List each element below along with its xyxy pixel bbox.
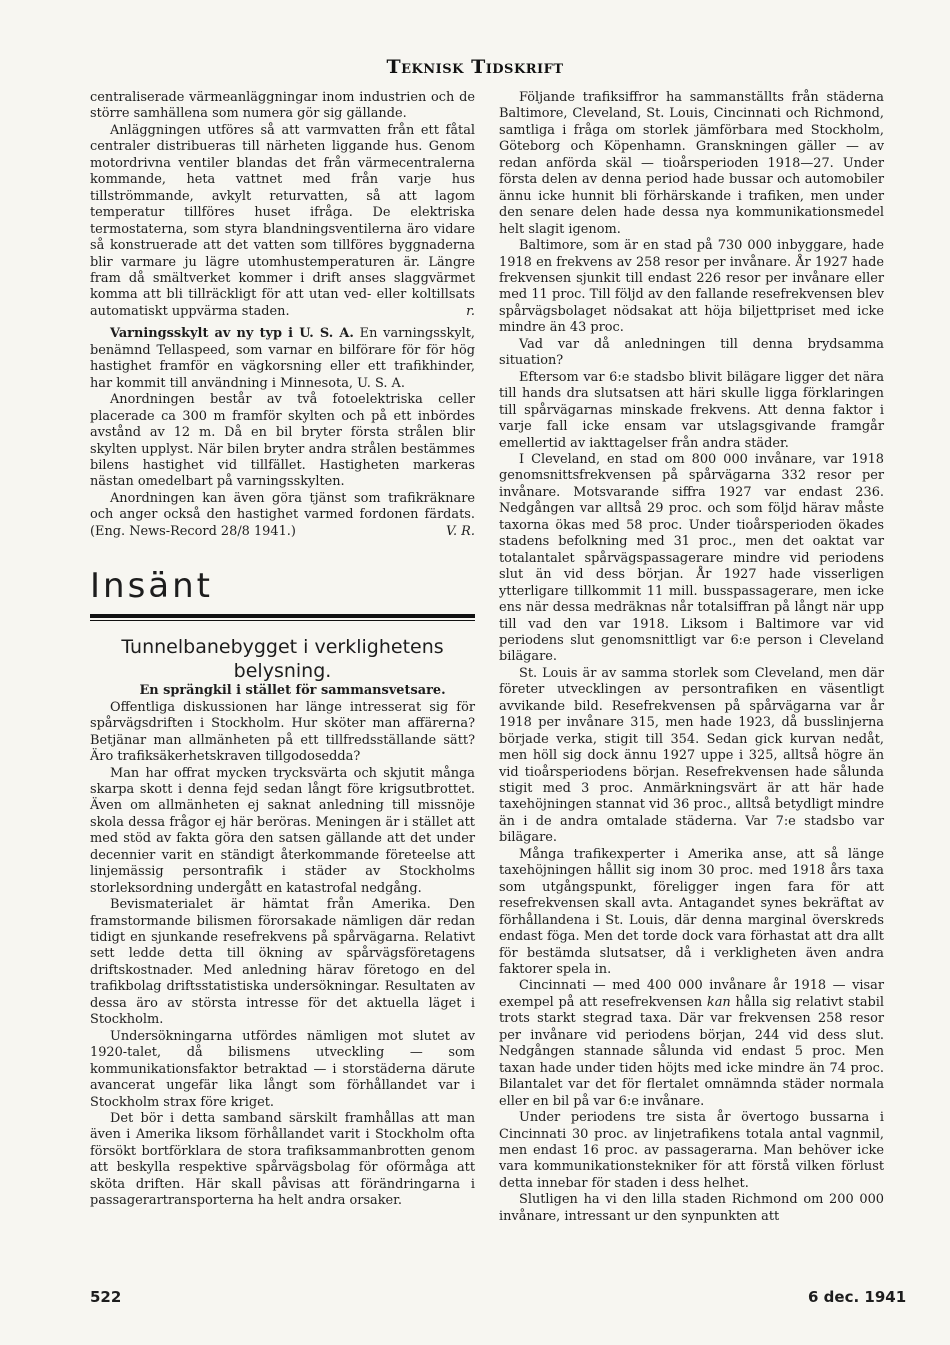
paragraph: Eftersom var 6:e stadsbo blivit bilägare ligger det nära till hands dra slutsatsen att häri skulle ligga förklaringen till spårvägarnas minskade frekvens. Att denna faktor i varje fall icke ensam var utslagsgivande framgår emellertid av iakttagelser från andra städer. (499, 369, 884, 451)
paragraph-text: Anordningen kan även göra tjänst som trafikräknare och anger också den hastighet varmed fordonen färdats. (Eng. News-Record 28/8 1941.) (90, 490, 475, 539)
issue-date: 6 dec. 1941 (808, 1288, 907, 1306)
paragraph (90, 123, 475, 320)
paragraph: Många trafikexperter i Amerika anse, att så länge taxehöjningen hållit sig inom 30 proc. med 1918 års taxa som utgångspunkt, föreligger ingen fara för att resefrekvensen skall avta. Antagandet synes bekräftat av förhållandena i St. Louis, där denna marginal överskreds endast föga. Men det torde dock vara förhastat att dra allt för bestämda slutsatser, då i verkligheten även andra faktorer spela in. (499, 846, 884, 978)
paragraph: Baltimore, som är en stad på 730 000 inbyggare, hade 1918 en frekvens av 258 resor per invånare. År 1927 hade frekvensen sjunkit till endast 226 resor per invånare eller med 11 proc. Till följd av den fallande resefrekvensen blev spårvägsbolaget nödsakat att höja biljettpriset med icke mindre än 43 proc. (499, 238, 884, 336)
paragraph: Det bör i detta samband särskilt framhållas att man även i Amerika liksom förhållandet varit i Stockholm ofta försökt bortförklara de stora trafiksammanbrotten genom att beskylla respektive spårvägsbolag för oförmåga att sköta driften. Här skall påvisas att förändringarna i passagerartransporterna ha helt andra orsaker. (90, 1111, 475, 1209)
author-signature: V. R. (445, 523, 475, 539)
paragraph: Offentliga diskussionen har länge intresserat sig för spårvägsdriften i Stockholm. Hur sköter man affärerna? Betjänar man allmänheten på ett tillfredsställande sätt? Äro trafiksäkerhetskraven tillgodosedda? (90, 699, 475, 765)
paragraph: Slutligen ha vi den lilla staden Richmond om 200 000 invånare, intressant ur den synpunkten att (499, 1192, 884, 1224)
paragraph: St. Louis är av samma storlek som Cleveland, men där företer utvecklingen av persontrafiken en väsentligt avvikande bild. Resefrekvensen på spårvägarna var år 1918 per invånare 315, men hade 1923, då busslinjerna började verka, stigit till 354. Sedan gick kurvan nedåt, men höll sig dock ännu 1927 uppe i 325, alltså högre än vid tioårsperiodens början. Resefrekvensen hade sålunda stigit med 3 proc. Anmärkningsvärt är att här hade taxehöjningen stannat vid 36 proc., alltså betydligt mindre än i de andra omtalade städerna. Var 7:e stadsbo var bilägare. (499, 665, 884, 846)
page-number: 522 (90, 1288, 122, 1306)
paragraph-text: hålla sig relativt stabil trots starkt stegrad taxa. Där var frekvensen 258 resor per invånare vid periodens början, 244 vid dess slut. Nedgången stannade sålunda vid endast 5 proc. Men taxan hade under tiden höjts med icke mindre än 74 proc. Bilantalet var det för flertalet omnämnda städer normala eller en bil på var 6:e invånare. (499, 994, 884, 1109)
paragraph: I Cleveland, en stad om 800 000 invånare, var 1918 genomsnittsfrekvensen på spårvägarna 332 resor per invånare. Motsvarande siffra 1927 var endast 236. Nedgången var alltså 29 proc. och som följd härav måste taxorna ökas med 58 proc. Under tioårsperioden ökades stadens befolkning med 31 proc., men det oaktat var totalantalet spårvägspassagerare mindre vid periodens slut än vid dess början. År 1927 hade visserligen ytterligare tillkommit 11 mill. busspassagerare, men icke ens när dessa medräknas når totalsiffran på långt när upp till vad den var 1918. Liksom i Baltimore var vid periodens slut genomsnittligt var 6:e person i Cleveland bilägare. (499, 451, 884, 665)
run-in-heading: Varningsskylt av ny typ i U. S. A. (110, 326, 354, 342)
emphasis: kan (706, 994, 731, 1010)
paragraph: Följande trafiksiffror ha sammanställts från städerna Baltimore, Cleveland, St. Louis, Cincinnati och Richmond, samtliga i fråga om storlek jämförbara med Stockholm, Göteborg och Köpenhamn. Granskningen gäller — av redan anförda skäl — tioårsperioden 1918—27. Under första delen av denna period hade bussar och automobiler ännu icke hunnit bli förhärskande i trafiken, men under den senare delen hade dessa nya kommunikationsmedel helt slagit igenom. (499, 90, 884, 237)
left-column (90, 90, 475, 1210)
paragraph-text: Anläggningen utföres så att varmvatten från ett fåtal centraler distribueras till närheten liggande hus. Genom motordrivna ventiler blandas det från värmecentralerna kommande, heta vattnet med från varje hus tillströmmande, avkylt returvatten, så att lagom temperatur tillföres huset ifråga. De elektriska termostaterna, som styra blandningsventilerna äro vidare så konstruerade att det vatten som tillföres byggnaderna blir varmare ju lägre utomhustemperaturen är. Längre fram då smältverket kommer i drift anses slaggvärmet komma att bli tillräckligt för att utan ved- eller koltillsats automatiskt uppvärma staden. (90, 122, 475, 319)
paragraph: Under periodens tre sista år övertogo bussarna i Cincinnati 30 proc. av linjetrafikens totala antal vagnmil, men endast 16 proc. av passagerarna. Man behöver icke vara kommunikationstekniker för att förstå vilken förlust detta innebar för staden i dess helhet. (499, 1110, 884, 1191)
right-column (499, 90, 884, 1225)
paragraph: Vad var då anledningen till denna brydsamma situation? (499, 336, 884, 369)
paragraph: Bevismaterialet är hämtat från Amerika. Den framstormande bilismen förorsakade nämligen där redan tidigt en sjunkande resefrekvens på spårvägarna. Relativt sett ledde detta till ökning av spårvägsföretagens driftskostnader. Med anledning härav företogo en del trafikbolag driftsstatistiska undersökningar. Resultaten av dessa äro av största intresse för det aktuella läget i Stockholm. (90, 897, 475, 1028)
paragraph: Undersökningarna utfördes nämligen mot slutet av 1920-talet, då bilismens utveckling — som kommunikationsfaktor betraktad — i storstäderna därute avancerat ungefär lika långt som förhållandet var i Stockholm strax före kriget. (90, 1028, 475, 1110)
paragraph: centraliserade värmeanläggningar inom industrien och de större samhällena som numera gör sig gällande. (90, 90, 475, 122)
author-signature: r. (466, 303, 475, 319)
section-rule-thin (90, 620, 475, 621)
section-heading: Insänt (90, 566, 214, 607)
paragraph: Man har offrat mycken trycksvärta och skjutit många skarpa skott i denna fejd sedan långt före krigsutbrottet. Även om allmänheten ej saknat anledning till missnöje skola dessa frågor ej här beröras. Meningen är i stället att med stöd av fakta göra den satsen gällande att det under decennier varit en ständigt återkommande företeelse att linjemässig persontrafik i städer av Stockholms storleksordning undergått en katastrofal nedgång. (90, 765, 475, 896)
paragraph (90, 326, 475, 392)
article-title: Tunnelbanebygget i verklighetens belysning. (121, 636, 444, 683)
paragraph-text: En varningsskylt, benämnd Tellaspeed, som varnar en bilförare för för hög hastighet framför en vägkorsning eller ett trafikhinder, har kommit till användning i Minnesota, U. S. A. (90, 326, 475, 391)
journal-masthead: Teknisk Tidskrift (386, 56, 564, 78)
paragraph (90, 491, 475, 540)
paragraph (499, 978, 884, 1110)
paragraph: Anordningen består av två fotoelektriska celler placerade ca 300 m framför skylten och på ett inbördes avstånd av 12 m. Då en bil bryter första strålen blir skylten upplyst. När bilen bryter andra strålen bestämmes bilens hastighet vid tillfället. Hastigheten markeras nästan omedelbart på varningsskylten. (90, 392, 475, 490)
section-rule (90, 614, 475, 618)
paragraph-text: Cincinnati — med 400 000 invånare år 1918 — visar exempel på att resefrekvensen (499, 978, 884, 1010)
article-subtitle: En sprängkil i stället för sammansvetsare. (139, 683, 446, 699)
